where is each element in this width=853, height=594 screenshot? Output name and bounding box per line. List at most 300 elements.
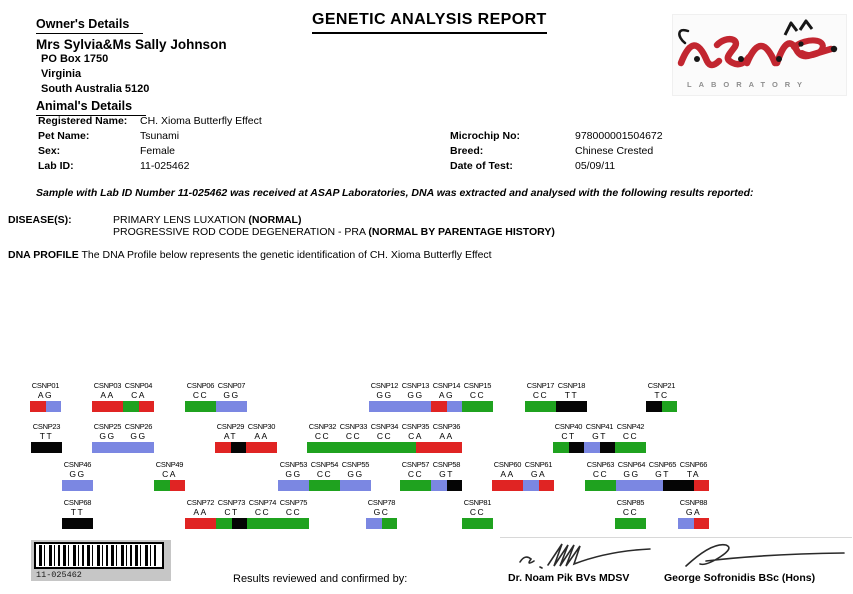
allele-bar <box>185 401 216 412</box>
allele-cell-A <box>185 518 201 529</box>
snp-marker-csnp35 <box>400 422 431 453</box>
snp-marker-csnp54 <box>309 460 340 491</box>
allele-bar <box>431 480 462 491</box>
snp-genotype: CC <box>376 431 393 441</box>
allele-cell-A <box>170 480 186 491</box>
allele-bar <box>369 442 400 453</box>
allele-cell-G <box>431 480 447 491</box>
snp-row <box>0 422 853 456</box>
snp-group <box>525 381 587 412</box>
allele-bar <box>400 480 431 491</box>
allele-bar <box>615 518 646 529</box>
snp-marker-csnp42 <box>615 422 646 453</box>
snp-group <box>307 422 462 453</box>
snp-marker-csnp58 <box>431 460 462 491</box>
allele-cell-C <box>662 401 678 412</box>
snp-name: CSNP13 <box>401 381 430 390</box>
snp-genotype: GG <box>623 469 640 479</box>
snp-marker-csnp32 <box>307 422 338 453</box>
snp-marker-csnp03 <box>92 381 123 412</box>
snp-group <box>215 422 277 453</box>
snp-marker-csnp04 <box>123 381 154 412</box>
allele-bar <box>615 442 646 453</box>
breed-value: Chinese Crested <box>575 145 654 157</box>
snp-genotype: TT <box>39 431 54 441</box>
allele-cell-T <box>62 518 78 529</box>
allele-cell-A <box>694 518 710 529</box>
snp-group <box>366 498 397 529</box>
snp-name: CSNP21 <box>647 381 676 390</box>
snp-genotype: CC <box>469 507 486 517</box>
snp-marker-csnp57 <box>400 460 431 491</box>
snp-name: CSNP46 <box>63 460 92 469</box>
allele-bar <box>185 518 216 529</box>
owner-details-heading: Owner's Details <box>36 17 143 34</box>
allele-cell-C <box>323 442 339 453</box>
snp-group <box>154 460 185 491</box>
breed-label: Breed: <box>450 145 484 157</box>
allele-cell-G <box>647 480 663 491</box>
snp-marker-csnp60 <box>492 460 523 491</box>
allele-cell-A <box>694 480 710 491</box>
allele-cell-A <box>92 401 108 412</box>
snp-name: CSNP66 <box>679 460 708 469</box>
snp-genotype: GG <box>99 431 116 441</box>
snp-genotype: GG <box>347 469 364 479</box>
allele-cell-A <box>508 480 524 491</box>
allele-cell-C <box>216 518 232 529</box>
snp-marker-csnp21 <box>646 381 677 412</box>
allele-cell-A <box>30 401 46 412</box>
snp-name: CSNP68 <box>63 498 92 507</box>
snp-genotype: AT <box>223 431 238 441</box>
snp-genotype: CC <box>254 507 271 517</box>
snp-genotype: CC <box>592 469 609 479</box>
snp-group <box>492 460 554 491</box>
snp-name: CSNP33 <box>339 422 368 431</box>
allele-cell-T <box>47 442 63 453</box>
snp-genotype: TA <box>686 469 701 479</box>
allele-cell-C <box>123 401 139 412</box>
snp-marker-csnp26 <box>123 422 154 453</box>
allele-bar <box>646 401 677 412</box>
sex-label: Sex: <box>38 145 61 157</box>
date-of-test-label: Date of Test: <box>450 160 513 172</box>
snp-marker-csnp29 <box>215 422 246 453</box>
snp-genotype: AA <box>254 431 269 441</box>
allele-bar <box>278 518 309 529</box>
snp-name: CSNP61 <box>524 460 553 469</box>
snp-name: CSNP03 <box>93 381 122 390</box>
allele-bar <box>492 480 523 491</box>
allele-cell-A <box>539 480 555 491</box>
snp-genotype: CA <box>162 469 177 479</box>
snp-group <box>553 422 646 453</box>
snp-name: CSNP36 <box>432 422 461 431</box>
address-line-3: South Australia 5120 <box>41 83 150 95</box>
snp-name: CSNP72 <box>186 498 215 507</box>
snp-marker-csnp88 <box>678 498 709 529</box>
snp-group <box>62 498 93 529</box>
allele-bar <box>31 442 62 453</box>
snp-group <box>185 498 309 529</box>
allele-bar <box>400 401 431 412</box>
allele-cell-C <box>385 442 401 453</box>
disease-item-2 <box>113 226 555 238</box>
snp-name: CSNP32 <box>308 422 337 431</box>
snp-group <box>62 460 93 491</box>
snp-name: CSNP65 <box>648 460 677 469</box>
snp-name: CSNP73 <box>217 498 246 507</box>
registered-name-label: Registered Name: <box>38 115 128 127</box>
snp-marker-csnp74 <box>247 498 278 529</box>
snp-group <box>185 381 247 412</box>
allele-bar <box>215 442 246 453</box>
snp-genotype: CC <box>532 390 549 400</box>
snp-genotype: AA <box>193 507 208 517</box>
allele-bar <box>366 518 397 529</box>
snp-name: CSNP35 <box>401 422 430 431</box>
snp-group <box>615 498 646 529</box>
allele-cell-G <box>340 480 356 491</box>
snp-genotype: CC <box>192 390 209 400</box>
snp-marker-csnp63 <box>585 460 616 491</box>
snp-name: CSNP85 <box>616 498 645 507</box>
snp-row <box>0 498 853 532</box>
snp-name: CSNP25 <box>93 422 122 431</box>
allele-cell-C <box>585 480 601 491</box>
snp-genotype: GA <box>685 507 702 517</box>
snp-genotype: CC <box>316 469 333 479</box>
allele-cell-C <box>400 442 416 453</box>
allele-cell-C <box>462 401 478 412</box>
snp-name: CSNP78 <box>367 498 396 507</box>
pet-name-label: Pet Name: <box>38 130 90 142</box>
allele-bar <box>338 442 369 453</box>
allele-cell-T <box>663 480 679 491</box>
allele-cell-T <box>31 442 47 453</box>
allele-cell-C <box>154 480 170 491</box>
snp-marker-csnp46 <box>62 460 93 491</box>
allele-cell-C <box>525 401 541 412</box>
barcode-bars <box>39 545 159 566</box>
snp-marker-csnp40 <box>553 422 584 453</box>
snp-group <box>400 460 462 491</box>
snp-genotype: TT <box>564 390 579 400</box>
allele-bar <box>462 518 493 529</box>
snp-genotype: AG <box>438 390 455 400</box>
confirm-text: Results reviewed and confirmed by: <box>233 573 408 585</box>
allele-cell-C <box>354 442 370 453</box>
snp-name: CSNP74 <box>248 498 277 507</box>
allele-bar <box>216 401 247 412</box>
snp-marker-csnp01 <box>30 381 61 412</box>
snp-name: CSNP29 <box>216 422 245 431</box>
snp-name: CSNP17 <box>526 381 555 390</box>
allele-bar <box>585 480 616 491</box>
snp-marker-csnp07 <box>216 381 247 412</box>
allele-cell-G <box>523 480 539 491</box>
snp-name: CSNP18 <box>557 381 586 390</box>
allele-cell-C <box>247 518 263 529</box>
allele-bar <box>647 480 678 491</box>
allele-cell-G <box>416 401 432 412</box>
allele-cell-G <box>356 480 372 491</box>
allele-bar <box>30 401 61 412</box>
allele-bar <box>92 442 123 453</box>
snp-name: CSNP01 <box>31 381 60 390</box>
asap-logo-art <box>673 15 846 73</box>
snp-name: CSNP57 <box>401 460 430 469</box>
allele-cell-G <box>62 480 78 491</box>
allele-bar <box>62 518 93 529</box>
snp-marker-csnp18 <box>556 381 587 412</box>
page-title: GENETIC ANALYSIS REPORT <box>312 11 547 34</box>
allele-cell-C <box>631 518 647 529</box>
allele-bar <box>309 480 340 491</box>
snp-group <box>30 381 61 412</box>
allele-cell-C <box>601 480 617 491</box>
allele-cell-T <box>569 442 585 453</box>
allele-bar <box>400 442 431 453</box>
allele-cell-C <box>369 442 385 453</box>
allele-bar <box>556 401 587 412</box>
snp-genotype: GC <box>373 507 390 517</box>
allele-cell-G <box>400 401 416 412</box>
snp-genotype: GG <box>69 469 86 479</box>
allele-bar <box>462 401 493 412</box>
snp-name: CSNP12 <box>370 381 399 390</box>
barcode <box>31 540 171 581</box>
snp-marker-csnp33 <box>338 422 369 453</box>
allele-cell-G <box>294 480 310 491</box>
snp-group <box>678 498 709 529</box>
snp-genotype: CC <box>622 507 639 517</box>
allele-cell-C <box>185 401 201 412</box>
snp-group <box>369 381 493 412</box>
allele-cell-A <box>262 442 278 453</box>
allele-cell-G <box>123 442 139 453</box>
allele-bar <box>307 442 338 453</box>
allele-cell-G <box>385 401 401 412</box>
snp-marker-csnp75 <box>278 498 309 529</box>
laboratory-label: LABORATORY <box>687 80 809 89</box>
snp-group <box>585 460 709 491</box>
snp-marker-csnp15 <box>462 381 493 412</box>
allele-cell-C <box>278 518 294 529</box>
snp-marker-csnp49 <box>154 460 185 491</box>
snp-marker-csnp41 <box>584 422 615 453</box>
snp-genotype: GG <box>376 390 393 400</box>
snp-name: CSNP49 <box>155 460 184 469</box>
allele-cell-C <box>416 480 432 491</box>
snp-genotype: TC <box>654 390 669 400</box>
snp-name: CSNP54 <box>310 460 339 469</box>
snp-marker-csnp78 <box>366 498 397 529</box>
dna-profile-label: DNA PROFILE <box>8 249 79 261</box>
allele-cell-T <box>600 442 616 453</box>
microchip-label: Microchip No: <box>450 130 520 142</box>
snp-marker-csnp66 <box>678 460 709 491</box>
snp-name: CSNP04 <box>124 381 153 390</box>
allele-cell-C <box>478 401 494 412</box>
snp-marker-csnp73 <box>216 498 247 529</box>
allele-bar <box>616 480 647 491</box>
signatory-2 <box>660 538 852 584</box>
snp-genotype: GA <box>530 469 547 479</box>
snp-name: CSNP81 <box>463 498 492 507</box>
snp-genotype: CC <box>285 507 302 517</box>
allele-cell-C <box>325 480 341 491</box>
snp-group <box>646 381 677 412</box>
disease-2-name: PROGRESSIVE ROD CODE DEGENERATION - PRA <box>113 226 369 238</box>
allele-bar <box>369 401 400 412</box>
snp-name: CSNP40 <box>554 422 583 431</box>
address-line-1: PO Box 1750 <box>41 53 109 65</box>
snp-marker-csnp55 <box>340 460 371 491</box>
allele-cell-A <box>492 480 508 491</box>
allele-bar <box>247 518 278 529</box>
snp-name: CSNP53 <box>279 460 308 469</box>
snp-genotype: AA <box>100 390 115 400</box>
allele-cell-G <box>632 480 648 491</box>
snp-name: CSNP14 <box>432 381 461 390</box>
diseases-label: DISEASE(S): <box>8 214 72 226</box>
allele-bar <box>525 401 556 412</box>
snp-name: CSNP41 <box>585 422 614 431</box>
snp-genotype: CA <box>408 431 423 441</box>
snp-name: CSNP34 <box>370 422 399 431</box>
allele-cell-A <box>416 442 432 453</box>
allele-cell-C <box>615 518 631 529</box>
allele-cell-A <box>108 401 124 412</box>
snp-name: CSNP42 <box>616 422 645 431</box>
allele-cell-A <box>246 442 262 453</box>
snp-group <box>31 422 62 453</box>
snp-name: CSNP26 <box>124 422 153 431</box>
allele-bar <box>431 442 462 453</box>
allele-cell-G <box>584 442 600 453</box>
barcode-text: 11-025462 <box>36 570 82 580</box>
snp-genotype: GG <box>407 390 424 400</box>
snp-genotype: GG <box>223 390 240 400</box>
snp-name: CSNP88 <box>679 498 708 507</box>
allele-cell-C <box>462 518 478 529</box>
allele-cell-A <box>139 401 155 412</box>
snp-marker-csnp06 <box>185 381 216 412</box>
allele-cell-G <box>139 442 155 453</box>
allele-cell-C <box>382 518 398 529</box>
allele-cell-A <box>431 401 447 412</box>
allele-cell-A <box>447 442 463 453</box>
snp-row <box>0 381 853 415</box>
allele-cell-G <box>216 401 232 412</box>
snp-marker-csnp65 <box>647 460 678 491</box>
allele-cell-C <box>553 442 569 453</box>
disease-1-name: PRIMARY LENS LUXATION <box>113 214 249 226</box>
snp-genotype: CC <box>469 390 486 400</box>
allele-cell-T <box>232 518 248 529</box>
snp-marker-csnp72 <box>185 498 216 529</box>
snp-group <box>92 422 154 453</box>
disease-item-1 <box>113 214 301 226</box>
snp-genotype: GT <box>592 431 607 441</box>
allele-cell-G <box>78 480 94 491</box>
allele-cell-C <box>201 401 217 412</box>
allele-cell-G <box>278 480 294 491</box>
snp-genotype: CT <box>224 507 239 517</box>
allele-cell-C <box>400 480 416 491</box>
snp-marker-csnp12 <box>369 381 400 412</box>
allele-bar <box>216 518 247 529</box>
allele-bar <box>154 480 185 491</box>
snp-marker-csnp17 <box>525 381 556 412</box>
allele-cell-A <box>215 442 231 453</box>
sample-note: Sample with Lab ID Number 11-025462 was received at ASAP Laboratories, DNA was extracted and analysed with the following results reported: <box>36 187 754 199</box>
snp-genotype: CC <box>622 431 639 441</box>
allele-cell-G <box>108 442 124 453</box>
allele-cell-A <box>201 518 217 529</box>
allele-bar <box>62 480 93 491</box>
disease-2-result: (NORMAL BY PARENTAGE HISTORY) <box>368 226 555 238</box>
snp-marker-csnp13 <box>400 381 431 412</box>
snp-genotype: GT <box>655 469 670 479</box>
snp-genotype: AA <box>439 431 454 441</box>
allele-cell-G <box>366 518 382 529</box>
snp-marker-csnp36 <box>431 422 462 453</box>
allele-bar <box>340 480 371 491</box>
snp-marker-csnp85 <box>615 498 646 529</box>
allele-cell-G <box>369 401 385 412</box>
allele-cell-A <box>431 442 447 453</box>
snp-genotype: CT <box>561 431 576 441</box>
allele-bar <box>678 518 709 529</box>
snp-genotype: CC <box>314 431 331 441</box>
lab-id-value: 11-025462 <box>140 160 190 172</box>
allele-cell-T <box>572 401 588 412</box>
snp-genotype: GG <box>130 431 147 441</box>
allele-cell-G <box>92 442 108 453</box>
signatory-2-name: George Sofronidis BSc (Hons) <box>664 572 816 584</box>
allele-bar <box>678 480 709 491</box>
snp-name: CSNP63 <box>586 460 615 469</box>
snp-group <box>462 498 493 529</box>
allele-cell-G <box>447 401 463 412</box>
allele-bar <box>523 480 554 491</box>
allele-cell-G <box>232 401 248 412</box>
disease-1-result: (NORMAL) <box>248 214 302 226</box>
snp-group <box>92 381 154 412</box>
snp-genotype: AG <box>37 390 54 400</box>
allele-cell-C <box>631 442 647 453</box>
snp-name: CSNP60 <box>493 460 522 469</box>
allele-cell-T <box>678 480 694 491</box>
asap-logo <box>672 14 847 96</box>
allele-cell-T <box>556 401 572 412</box>
owner-name: Mrs Sylvia&Ms Sally Johnson <box>36 37 227 52</box>
allele-cell-T <box>447 480 463 491</box>
snp-name: CSNP06 <box>186 381 215 390</box>
signatory-1-name: Dr. Noam Pik BVs MDSV <box>508 572 630 584</box>
date-of-test-value: 05/09/11 <box>575 160 616 172</box>
allele-cell-T <box>646 401 662 412</box>
allele-cell-C <box>478 518 494 529</box>
snp-marker-csnp81 <box>462 498 493 529</box>
snp-genotype: CC <box>345 431 362 441</box>
allele-cell-C <box>263 518 279 529</box>
address-line-2: Virginia <box>41 68 82 80</box>
snp-marker-csnp34 <box>369 422 400 453</box>
